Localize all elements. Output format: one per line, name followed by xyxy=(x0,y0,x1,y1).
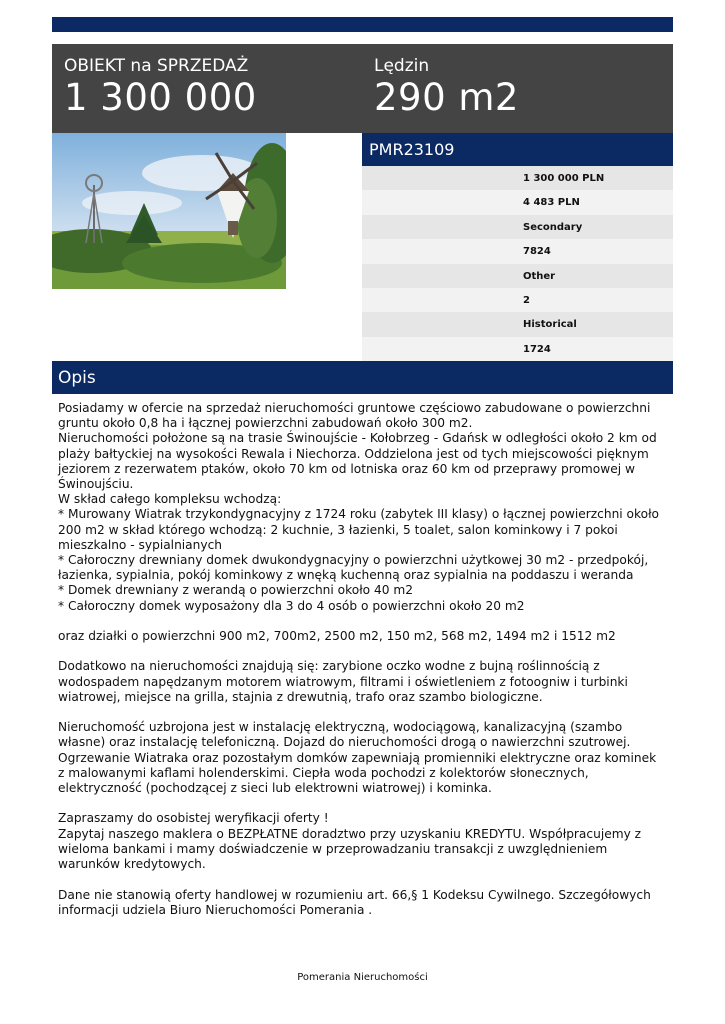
detail-value: 4 483 PLN xyxy=(523,197,580,209)
detail-row xyxy=(362,239,673,263)
offer-location: Lędzin xyxy=(374,56,430,76)
reference-number: PMR23109 xyxy=(369,140,455,159)
detail-row xyxy=(362,337,673,361)
offer-area: 290 m2 xyxy=(374,76,519,119)
detail-row xyxy=(362,166,673,190)
description-heading-bar xyxy=(52,361,673,394)
description-text: Posiadamy w ofercie na sprzedaż nieruchomości gruntowe częściowo zabudowane o powierzchni gruntu około 0,8 ha i łącznej powierzchni zabudowań około 300 m2. Nieruchomości położone są na trasie Świnoujście - Kołobrzeg - Gdańsk w odległości około 2 km od plaży bałtyckiej na wysokości Rewala i Niechorza. Oddzielona jest od tych miejscowości pięknym jeziorem z rezerwatem ptaków, około 70 km od lotniska oraz 60 km od przeprawy promowej w Świnoujściu. W skład całego kompleksu wchodzą: * Murowany Wiatrak trzykondygnacyjny z 1724 roku (zabytek III klasy) o łącznej powierzchni około 200 m2 w skład którego wchodzą: 2 kuchnie, 3 łazienki, 5 toalet, salon kominkowy i 7 pokoi mieszkalno - sypialnianych * Całoroczny drewniany domek dwukondygnacyjny o powierzchni użytkowej 30 m2 - przedpokój, łazienka, sypialnia, pokój kominkowy z wnęką kuchenną oraz sypialnia na poddaszu i weranda * Domek drewniany z werandą o powierzchni około 40 m2 * Całoroczny domek wyposażony dla 3 do 4 osób o powierzchni około 20 m2 oraz działki o powierzchni 900 m2, 700m2, 2500 m2, 150 m2, 568 m2, 1494 m2 i 1512 m2 Dodatkowo na nieruchomości znajdują się: zarybione oczko wodne z bujną roślinnością z wodospadem napędzanym motorem wiatrowym, filtrami i oświetleniem z fotoogniw i turbinki wiatrowej, miejsce na grilla, stajnia z drewutnią, trafo oraz szambo biologiczne. Nieruchomość uzbrojona jest w instalację elektryczną, wodociągową, kanalizacyjną (szambo własne) oraz instalację telefoniczną. Dojazd do nieruchomości drogą o nawierzchni szutrowej. Ogrzewanie Wiatraka oraz pozostałym domków zapewniają promienniki elektryczne oraz kominek z malowanymi kaflami holenderskimi. Ciepła woda pochodzi z kolektorów słonecznych, elektryczność (pochodzącej z sieci lub elektrowni wiatrowej) i kominka. Zapraszamy do osobistej weryfikacji oferty ! Zapytaj naszego maklera o BEZPŁATNE doradztwo przy uzyskaniu KREDYTU. Współpracujemy z wieloma bankami i mamy doświadczenie w przeprowadzaniu transakcji z uwzględnieniem warunków kredytowych. Dane nie stanowią oferty handlowej w rozumieniu art. 66,§ 1 Kodeksu Cywilnego. Szczegółowych informacji udziela Biuro Nieruchomości Pomerania . xyxy=(58,401,660,917)
detail-row xyxy=(362,215,673,239)
details-table xyxy=(362,166,673,361)
detail-row xyxy=(362,312,673,336)
offer-location-block xyxy=(374,56,519,120)
footer-text: Pomerania Nieruchomości xyxy=(297,972,428,983)
detail-value: 2 xyxy=(523,294,530,306)
detail-row xyxy=(362,190,673,214)
offer-price-block xyxy=(64,56,257,120)
detail-value: 1724 xyxy=(523,343,551,355)
offer-header xyxy=(52,44,673,133)
detail-value: Historical xyxy=(523,319,577,331)
top-accent-bar xyxy=(52,17,673,32)
windmill-photo-illustration xyxy=(52,133,286,289)
detail-value: 7824 xyxy=(523,246,551,258)
detail-value: Secondary xyxy=(523,221,583,233)
detail-value: Other xyxy=(523,270,556,282)
description-heading: Opis xyxy=(58,368,96,388)
reference-bar xyxy=(362,133,673,166)
detail-row xyxy=(362,288,673,312)
detail-row xyxy=(362,264,673,288)
detail-value: 1 300 000 PLN xyxy=(523,173,605,184)
offer-type: OBIEKT na SPRZEDAŻ xyxy=(64,56,249,76)
property-photo xyxy=(52,133,286,289)
offer-price: 1 300 000 xyxy=(64,76,257,119)
